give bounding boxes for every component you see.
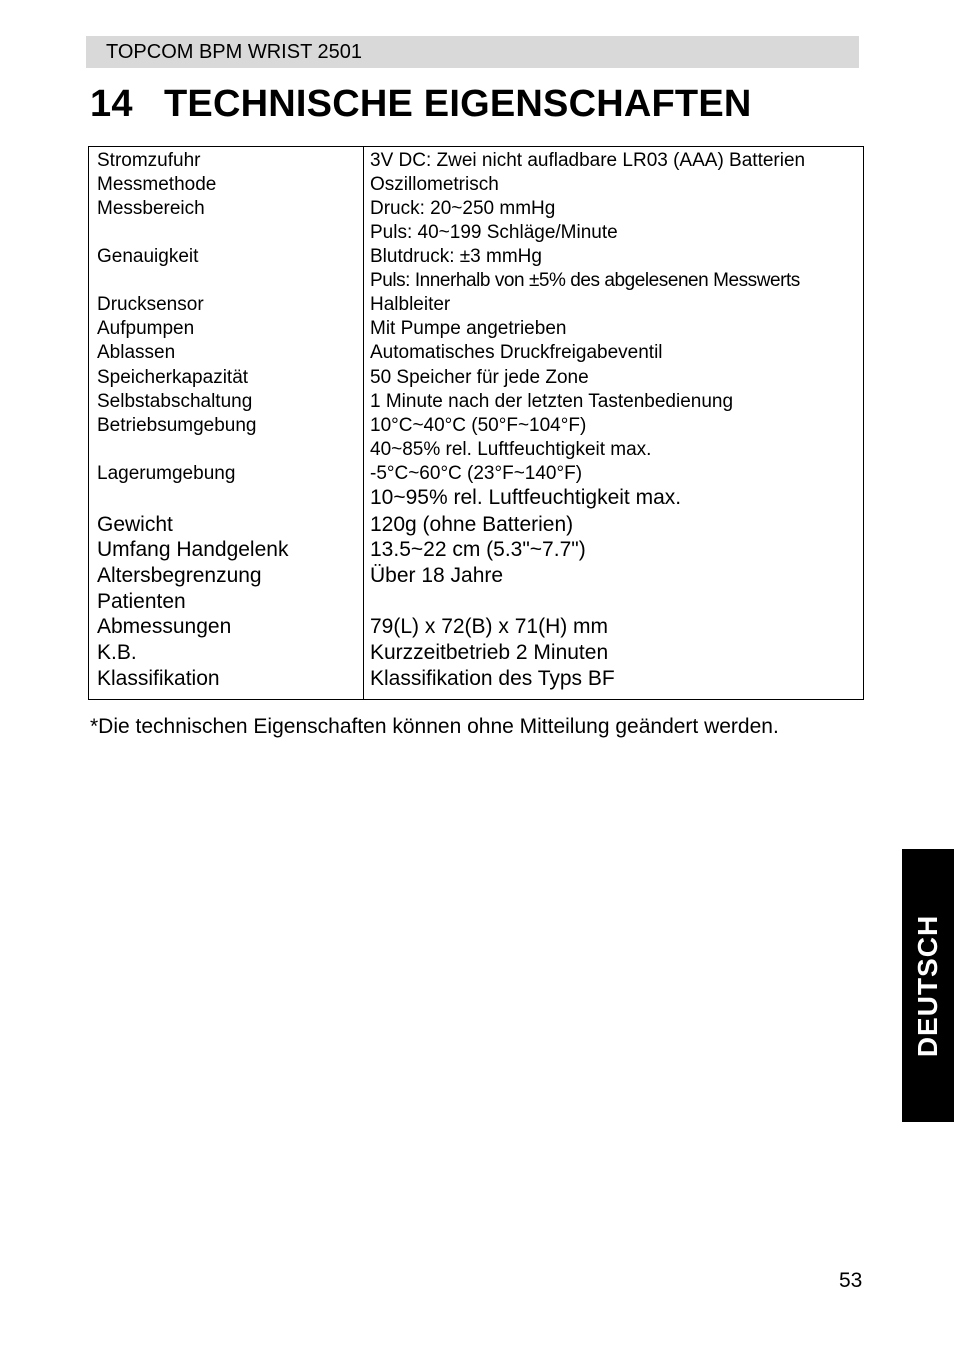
table-row <box>89 221 863 245</box>
spec-label: Stromzufuhr <box>97 150 201 171</box>
table-row <box>89 341 863 365</box>
table-row <box>89 589 863 615</box>
table-row <box>89 390 863 414</box>
spec-value: -5°C~60°C (23°F~140°F) <box>370 463 583 484</box>
spec-value: Druck: 20~250 mmHg <box>370 198 556 219</box>
language-label: DEUTSCH <box>912 914 943 1057</box>
spec-label: Messmethode <box>97 174 217 195</box>
table-row <box>89 293 863 317</box>
table-row <box>89 462 863 486</box>
spec-label: Messbereich <box>97 198 205 219</box>
spec-value: Über 18 Jahre <box>370 564 504 587</box>
spec-label: K.B. <box>97 641 137 664</box>
section-number: 14 <box>90 83 133 125</box>
product-name: TOPCOM BPM WRIST 2501 <box>106 41 362 63</box>
table-row <box>89 666 863 692</box>
table-row <box>89 317 863 341</box>
section-title-text: TECHNISCHE EIGENSCHAFTEN <box>164 83 752 125</box>
spec-label: Genauigkeit <box>97 246 199 267</box>
spec-label: Lagerumgebung <box>97 463 236 484</box>
table-row <box>89 173 863 197</box>
spec-label: Gewicht <box>97 513 173 536</box>
table-row <box>89 614 863 640</box>
spec-value: 10~95% rel. Luftfeuchtigkeit max. <box>370 486 682 509</box>
spec-value: Puls: 40~199 Schläge/Minute <box>370 222 618 243</box>
spec-label: Selbstabschaltung <box>97 391 253 412</box>
spec-label: Drucksensor <box>97 294 204 315</box>
language-tab <box>902 849 954 1122</box>
spec-label: Betriebsumgebung <box>97 415 257 436</box>
table-row <box>89 149 863 173</box>
spec-value: 120g (ohne Batterien) <box>370 513 574 536</box>
table-row <box>89 366 863 390</box>
spec-label: Abmessungen <box>97 615 232 638</box>
table-row <box>89 563 863 589</box>
table-row <box>89 485 863 511</box>
spec-label: Ablassen <box>97 342 176 363</box>
footnote: *Die technischen Eigenschaften können ohne Mitteilung geändert werden. <box>90 715 779 738</box>
spec-value: Klassifikation des Typs BF <box>370 667 615 690</box>
spec-value: Blutdruck: ±3 mmHg <box>370 246 542 267</box>
running-header <box>86 36 859 68</box>
page-number: 53 <box>839 1269 863 1292</box>
spec-value: Kurzzeitbetrieb 2 Minuten <box>370 641 609 664</box>
spec-value: 40~85% rel. Luftfeuchtigkeit max. <box>370 439 652 460</box>
table-row <box>89 512 863 538</box>
spec-value: Puls: Innerhalb von ±5% des abgelesenen Messwerts <box>370 270 800 291</box>
spec-label: Klassifikation <box>97 667 220 690</box>
table-row <box>89 245 863 269</box>
table-row <box>89 537 863 563</box>
spec-value: 3V DC: Zwei nicht aufladbare LR03 (AAA) Batterien <box>370 150 806 171</box>
spec-value: 50 Speicher für jede Zone <box>370 367 589 388</box>
table-row <box>89 414 863 438</box>
spec-value: 79(L) x 72(B) x 71(H) mm <box>370 615 609 638</box>
table-row <box>89 438 863 462</box>
spec-label: Altersbegrenzung <box>97 564 262 587</box>
section-title <box>90 81 752 127</box>
table-row <box>89 640 863 666</box>
spec-label: Patienten <box>97 590 186 613</box>
table-row <box>89 269 863 293</box>
spec-table <box>88 146 864 700</box>
spec-label: Speicherkapazität <box>97 367 249 388</box>
spec-value: 13.5~22 cm (5.3"~7.7") <box>370 538 586 561</box>
spec-label: Umfang Handgelenk <box>97 538 289 561</box>
spec-value: Halbleiter <box>370 294 451 315</box>
spec-value: 1 Minute nach der letzten Tastenbedienung <box>370 391 734 412</box>
spec-value: 10°C~40°C (50°F~104°F) <box>370 415 587 436</box>
spec-value: Automatisches Druckfreigabeventil <box>370 342 663 363</box>
spec-label: Aufpumpen <box>97 318 195 339</box>
spec-value: Mit Pumpe angetrieben <box>370 318 567 339</box>
table-row <box>89 197 863 221</box>
spec-value: Oszillometrisch <box>370 174 499 195</box>
